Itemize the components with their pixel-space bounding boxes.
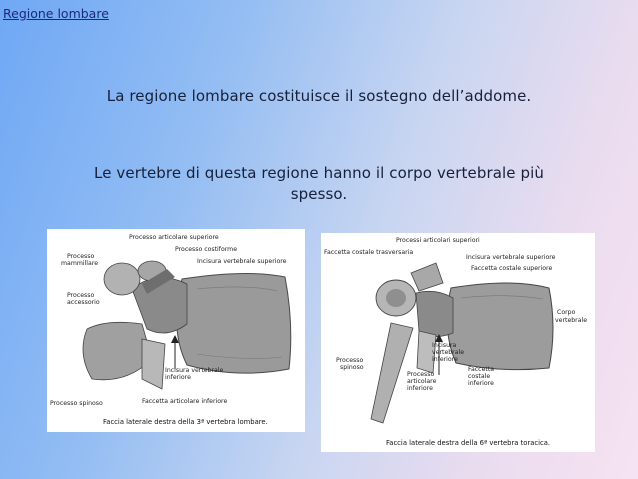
label-incisura-vertebrale-inferiore-2: inferiore [165, 374, 191, 381]
label-incisura-vertebrale-superiore: Incisura vertebrale superiore [197, 258, 287, 265]
label-incisura-inferiore-3: inferiore [432, 356, 458, 363]
label-processo-articolare-inferiore-3: inferiore [407, 385, 433, 392]
label-corpo-1: Corpo [557, 309, 576, 316]
label-processo-articolare-inferiore-1: Processo [407, 371, 435, 378]
lumbar-vertebra-figure [47, 229, 305, 432]
label-processo-articolare-inferiore-2: articolare [407, 378, 437, 385]
label-corpo-2: vertebrale [555, 317, 588, 324]
label-incisura-vertebrale-superiore-right: Incisura vertebrale superiore [466, 254, 556, 261]
label-processo-mammillare-2: mammillare [61, 260, 99, 267]
detail-sentence-line2: spesso. [290, 185, 348, 203]
label-processo-articolare-superiore: Processo articolare superiore [129, 234, 219, 241]
label-processo-accessorio-1: Processo [67, 292, 95, 299]
label-processo-mammillare-1: Processo [67, 253, 95, 260]
label-processo-costiforme: Processo costiforme [175, 246, 238, 253]
thoracic-vertebra-illustration [321, 233, 595, 452]
label-processo-accessorio-2: accessorio [67, 299, 100, 306]
label-incisura-vertebrale-inferiore-1: Incisura vertebrale [165, 367, 224, 374]
label-faccetta-articolare-inferiore: Faccetta articolare inferiore [142, 398, 228, 405]
label-incisura-inferiore-2: vertebrale [432, 349, 465, 356]
label-processo-spinoso-right-1: Processo [336, 357, 364, 364]
label-processi-articolari-superiori: Processi articolari superiori [396, 237, 480, 244]
label-faccetta-costale-inferiore-2: costale [468, 373, 491, 380]
section-link[interactable]: Regione lombare [3, 6, 109, 21]
figure-left-caption: Faccia laterale destra della 3ª vertebra lombare. [103, 418, 268, 426]
intro-sentence: La regione lombare costituisce il sostegno dell’addome. [106, 87, 532, 105]
figure-right-caption: Faccia laterale destra della 6ª vertebra toracica. [386, 439, 551, 447]
label-processo-spinoso-right-2: spinoso [340, 364, 364, 371]
detail-sentence-line1: Le vertebre di questa regione hanno il corpo vertebrale più [94, 164, 544, 182]
label-processo-spinoso: Processo spinoso [50, 400, 103, 407]
label-faccetta-costale-superiore: Faccetta costale superiore [471, 265, 553, 272]
label-faccetta-costale-inferiore-3: inferiore [468, 380, 494, 387]
label-faccetta-costale-trasversaria: Faccetta costale trasversaria [324, 249, 414, 256]
label-incisura-inferiore-1: Incisura [432, 342, 457, 349]
label-faccetta-costale-inferiore-1: Faccetta [468, 366, 495, 373]
thoracic-vertebra-figure [321, 233, 595, 452]
